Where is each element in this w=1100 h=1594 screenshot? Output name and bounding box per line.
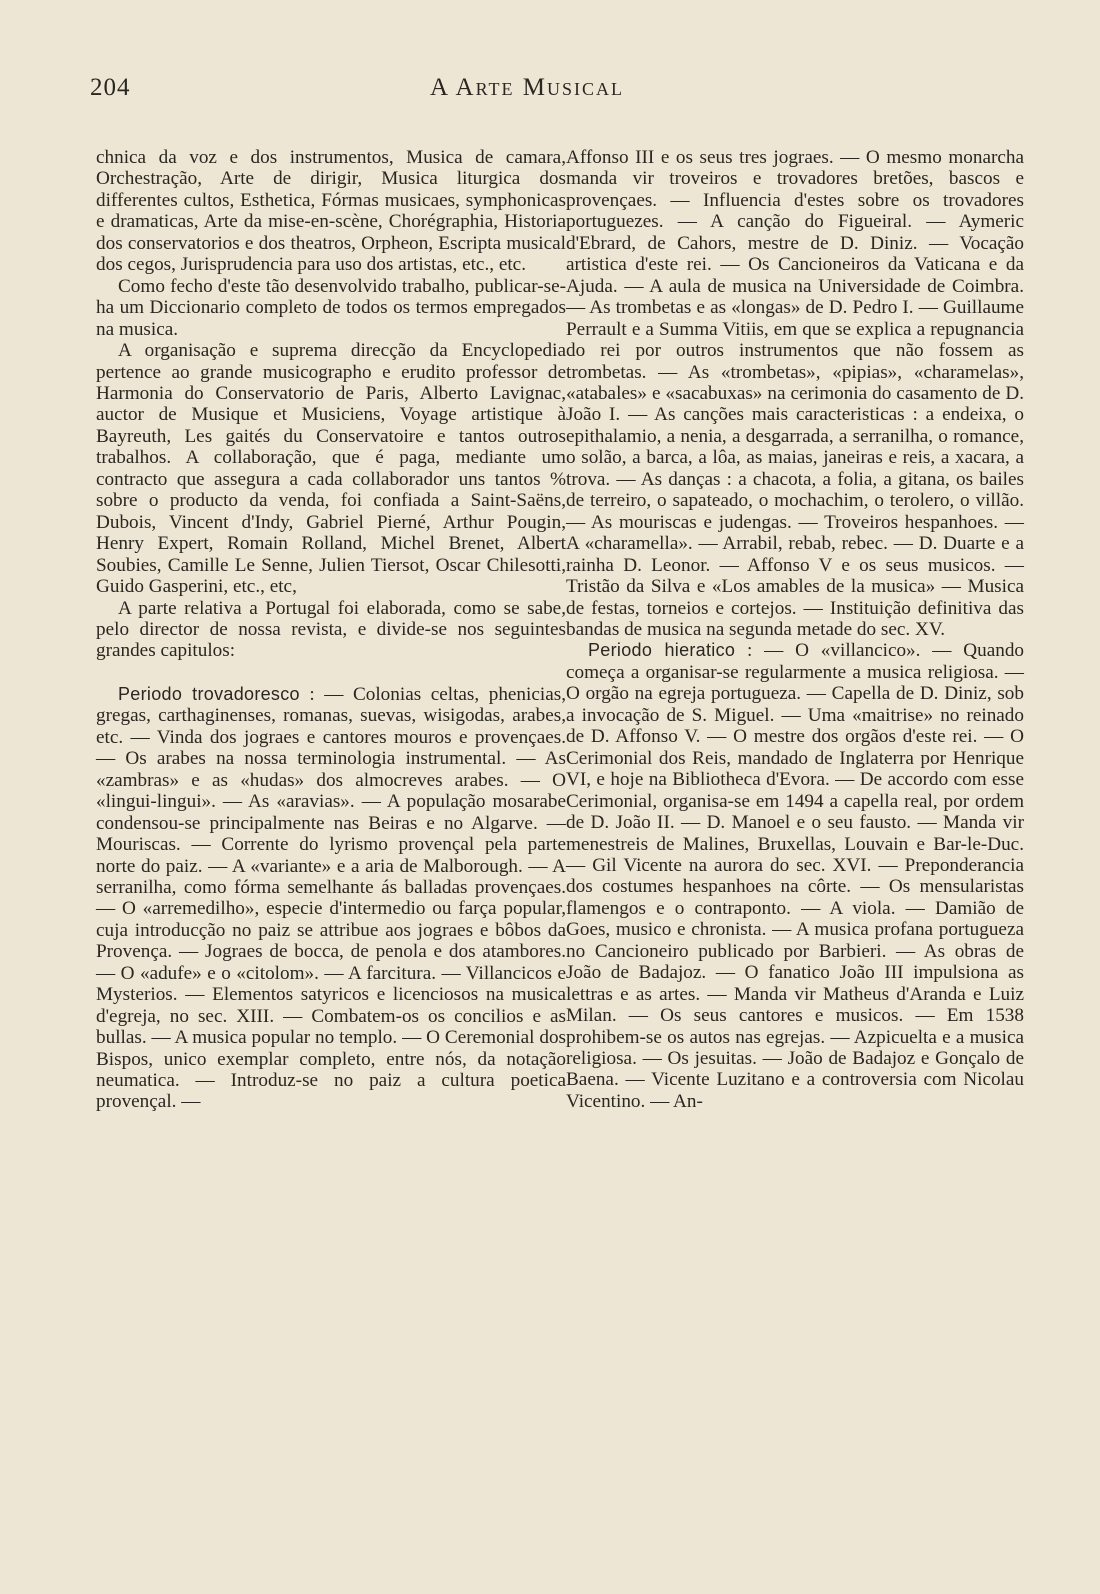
section-text-hieratico: : — O «villancico». — Quando começa a organisar-se regularmente a musica religiosa. — O orgão na egreja portugueza. — Capella de D. Diniz, sob a invocação de S. Miguel. — Uma «maitrise» no reinado de D. Affonso V. — O mestre dos orgãos d'este rei. — O Cerimonial dos Reis, mandado de Inglaterra por Henrique VI, e hoje na Bibliotheca d'Evora. — De accordo com esse Cerimonial, organisa-se em 1494 a capella real, por ordem de D. João II. — D. Manoel e o seu fausto. — Manda vir menestreis de Malines, Bruxellas, Louvain e Bar-le-Duc. — Gil Vicente na aurora do sec. XVI. — Preponderancia dos costumes hespanhoes na côrte. — Os mensularistas flamengos e o contraponto. — A viola. — Damião de Goes, musico e chronista. — A musica profana portugueza no Cancioneiro publicado por Barbieri. — As obras de João de Badajoz. — O fanatico João III impulsiona as lettras e as artes. — Manda vir Matheus d'Aranda e Luiz Milan. — Os seus cantores e musicos. — Em 1538 prohibem-se os autos nas egrejas. — Azpicuelta e a musica religiosa. — Os jesuitas. — João de Badajoz e Gonçalo de Baena. — Vicente Luzitano e a controversia com Nicolau Vicentino. — An- [566, 640, 1024, 1112]
section-hieratico [566, 640, 1024, 1112]
left-paragraph-1: chnica da voz e dos instrumentos, Musica de camara, Orchestração, Arte de dirigir, Musica liturgica dos differentes cultos, Esthetica, Fórmas musicaes, symphonicas e dramaticas, Arte da mise-en-scène, Chorégraphia, Historia dos conservatorios e dos theatros, Orpheon, Escripta musical dos cegos, Jurisprudencia para uso dos artistas, etc., etc. [96, 147, 566, 276]
section-heading-trovadoresco: Periodo trovadoresco [118, 683, 300, 704]
section-text-trovadoresco: : — Colonias celtas, phenicias, gregas, carthaginenses, romanas, suevas, wisigodas, arabes, etc. — Vinda dos jograes e cantores mouros e provençaes. — Os arabes na nossa terminologia instrumental. — As «zambras» e as «hudas» dos almocreves arabes. — O «lingui-lingui». — As «aravias». — A população mosarabe condensou-se principalmente nas Beiras e no Algarve. — Mouriscas. — Corrente do lyrismo provençal pela parte norte do paiz. — A «variante» e a aria de Malborough. — A serranilha, como fórma semelhante ás balladas provençaes. — O «arremedilho», especie d'intermedio ou farça popular, cuja introducção no paiz se attribue aos jograes e bôbos da Provença. — Jograes de bocca, de penola e dos atambores. — O «adufe» e o «citolom». — A farcitura. — Villancicos e Mysterios. — Elementos satyricos e licenciosos na musica d'egreja, no sec. XIII. — Combatem-os os concilios e as bullas. — A musica popular no templo. — O Ceremonial dos Bispos, unico exemplar completo, entre nós, da notação neumatica. — Introduz-se no paiz a cultura poetica provençal. — [96, 683, 566, 1113]
left-paragraph-4: A parte relativa a Portugal foi elaborada, como se sabe, pelo director de nossa revista, e divide-se nos seguintes grandes capitulos: [96, 597, 566, 662]
section-trovadoresco [96, 684, 566, 1113]
page-number: 204 [90, 74, 131, 101]
right-column [566, 147, 1024, 1112]
right-paragraph-1: Affonso III e os seus tres jograes. — O mesmo monarcha manda vir troveiros e trovadores bretões, bascos e provençaes. — Influencia d'estes sobre os trovadores portuguezes. — A canção do Figueiral. — Aymeric d'Ebrard, de Cahors, mestre de D. Diniz. — Vocação artistica d'este rei. — Os Cancioneiros da Vaticana e da Ajuda. — A aula de musica na Universidade de Coimbra. — As trombetas e as «longas» de D. Pedro I. — Guillaume Perrault e a Summa Vitiis, em que se explica a repugnancia do rei por outros instrumentos que não fossem as trombetas. — As «trombetas», «pipias», «charamelas», «atabales» e «sacabuxas» na cerimonia do casamento de D. João I. — As canções mais caracteristicas : a endeixa, o epithalamio, a nenia, a desgarrada, a serranilha, o romance, o solão, a barca, a lôa, as maias, janeiras e reis, a xacara, a trova. — As danças : a chacota, a folia, a gitana, os bailes de terreiro, o sapateado, o mochachim, o terolero, o villão. — As mouriscas e judengas. — Troveiros hespanhoes. — A «charamella». — Arrabil, rebab, rebec. — D. Duarte e a rainha D. Leonor. — Affonso V e os seus musicos. — Tristão da Silva e «Los amables de la musica» — Musica de festas, torneios e cortejos. — Instituição definitiva das bandas de musica na segunda metade do sec. XV. [566, 147, 1024, 640]
section-heading-hieratico: Periodo hieratico [588, 640, 736, 661]
page-header [90, 74, 670, 114]
left-paragraph-2: Como fecho d'este tão desenvolvido trabalho, publicar-se-ha um Diccionario completo de todos os termos empregados na musica. [96, 275, 566, 340]
running-title: A Arte Musical [430, 74, 624, 101]
left-paragraph-3: A organisação e suprema direcção da Encyclopedia pertence ao grande musicographo e erudito professor de Harmonia do Conservatorio de Paris, Alberto Lavignac, auctor de Musique et Musiciens, Voyage artistique à Bayreuth, Les gaités du Conservatoire e tantos outros trabalhos. A collaboração, que é paga, mediante um contracto que assegura a cada collaborador uns tantos % sobre o producto da venda, foi confiada a Saint-Saëns, Dubois, Vincent d'Indy, Gabriel Pierné, Arthur Pougin, Henry Expert, Romain Rolland, Michel Brenet, Albert Soubies, Camille Le Senne, Julien Tiersot, Oscar Chilesotti, Guido Gasperini, etc., etc, [96, 340, 566, 598]
left-column [96, 147, 566, 1113]
